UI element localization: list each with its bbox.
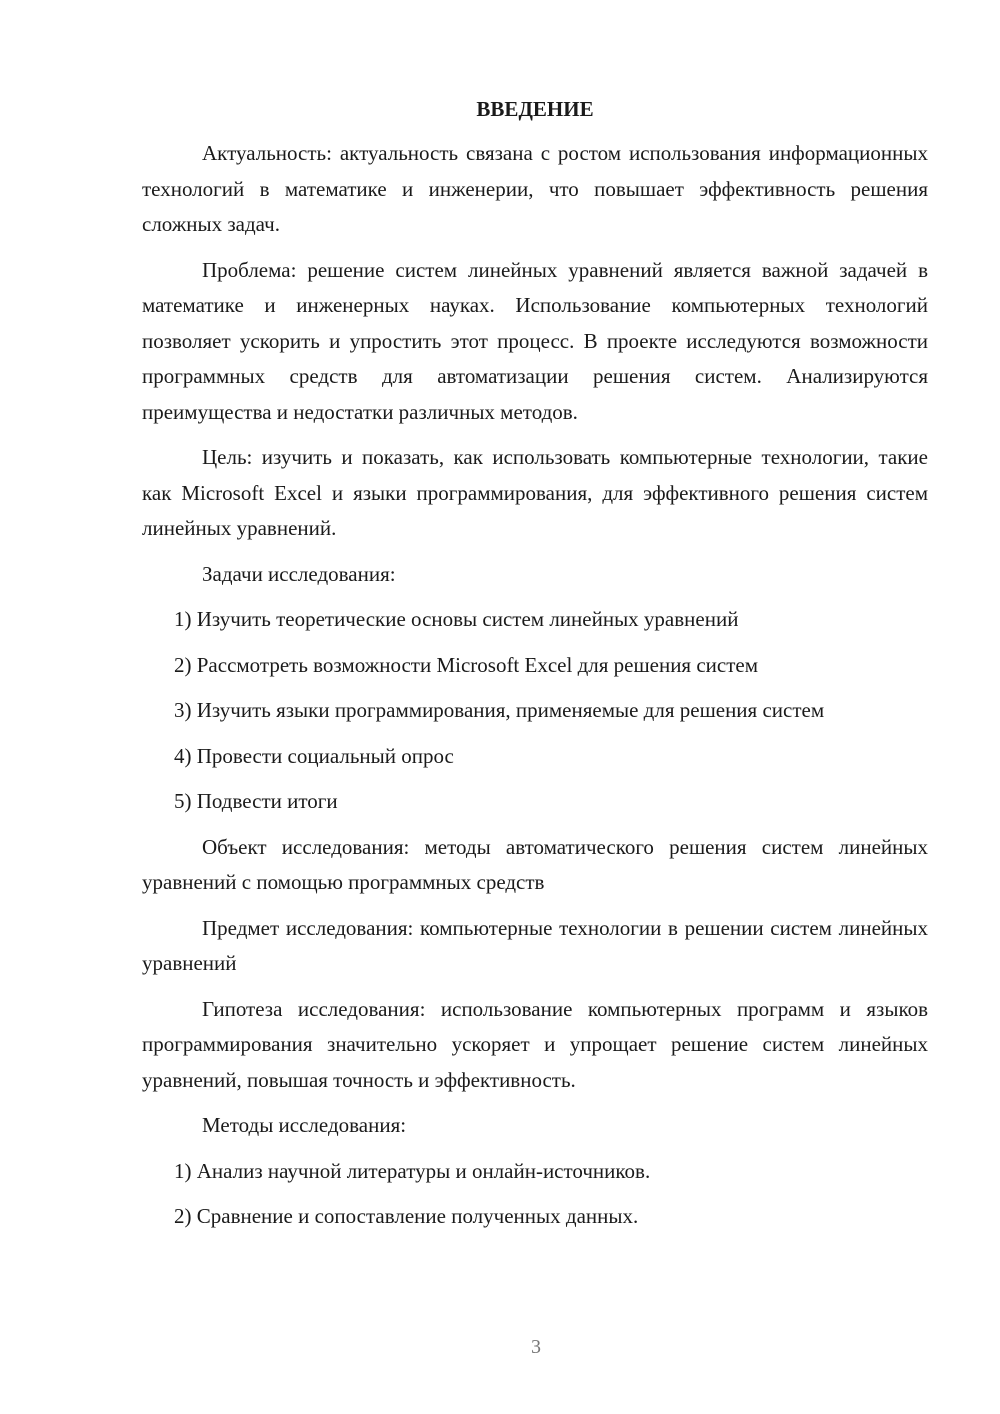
methods-heading: Методы исследования: [202,1113,407,1137]
page-title: ВВЕДЕНИЕ [476,97,594,121]
method-item: 1) Анализ научной литературы и онлайн-источников. [174,1158,651,1183]
task-item: 3) Изучить языки программирования, применяемые для решения систем [174,698,825,722]
page-number: 3 [531,1336,541,1358]
task-item: 1) Изучить теоретические основы систем линейных уравнений [174,607,739,631]
document-page [142,94,928,1245]
object-paragraph: Объект исследования: методы автоматического решения систем линейных уравнений с помощью программных средств [142,834,928,894]
relevance-paragraph: Актуальность: актуальность связана с ростом использования информационных технологий в математике и инженерии, что повышает эффективность решения сложных задач. [142,141,928,236]
task-item: 2) Рассмотреть возможности Microsoft Excel для решения систем [174,652,759,677]
problem-paragraph: Проблема: решение систем линейных уравнений является важной задачей в математике и инженерных науках. Использование компьютерных технологий позволяет ускорить и упростить этот процесс. В проекте исследуются возможности программных средств для автоматизации решения систем. Анализируются преимущества и недостатки различных методов. [142,257,928,424]
task-item: 5) Подвести итоги [174,789,338,813]
task-item: 4) Провести социальный опрос [174,743,454,768]
subject-paragraph: Предмет исследования: компьютерные технологии в решении систем линейных уравнений [142,915,928,975]
goal-paragraph: Цель: изучить и показать, как использовать компьютерные технологии, такие как Microsoft Excel и языки программирования, для эффективного решения систем линейных уравнений. [142,445,928,540]
method-item: 2) Сравнение и сопоставление полученных данных. [174,1204,639,1228]
hypothesis-paragraph: Гипотеза исследования: использование компьютерных программ и языков программирования значительно ускоряет и упрощает решение систем линейных уравнений, повышая точность и эффективность. [142,996,928,1092]
tasks-heading: Задачи исследования: [202,561,396,586]
